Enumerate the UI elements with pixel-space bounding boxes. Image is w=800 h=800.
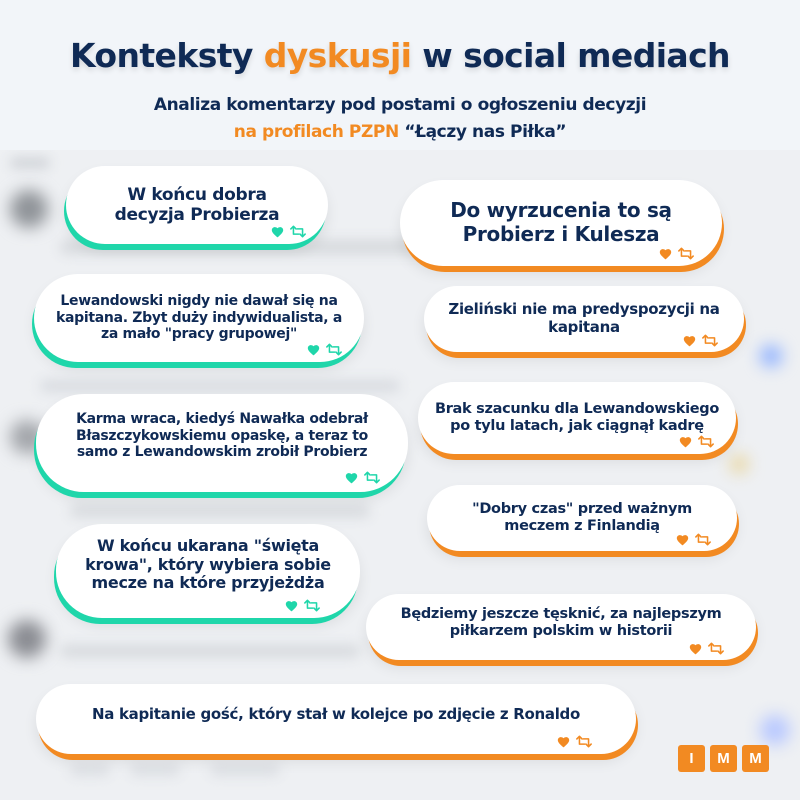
subtitle-line1: Analiza komentarzy pod postami o ogłoszeniu decyzji xyxy=(153,95,647,115)
heart-icon[interactable] xyxy=(689,643,702,655)
heart-icon[interactable] xyxy=(307,344,320,356)
title-part1: Konteksty xyxy=(70,36,264,75)
comment-card-negative xyxy=(36,684,636,754)
logo-letter: M xyxy=(710,745,737,772)
logo-letter: I xyxy=(678,745,705,772)
retweet-icon[interactable] xyxy=(364,471,380,484)
comment-card-negative xyxy=(424,286,744,352)
comment-card-positive xyxy=(34,274,364,362)
comment-text: Karma wraca, kiedyś Nawałka odebrał Błaszczykowskiemu opaskę, a teraz to samo z Lewandowskim zrobił Probierz xyxy=(75,411,369,461)
heart-icon[interactable] xyxy=(683,335,696,347)
comment-text: Do wyrzucenia to są Probierz i Kulesza xyxy=(450,198,672,246)
logo-letter: M xyxy=(742,745,769,772)
heart-icon[interactable] xyxy=(659,248,672,260)
retweet-icon[interactable] xyxy=(576,735,592,748)
heart-icon[interactable] xyxy=(557,736,570,748)
comment-text: Na kapitanie gość, który stał w kolejce po zdjęcie z Ronaldo xyxy=(92,705,580,724)
comment-text: Zieliński nie ma predyspozycji na kapitana xyxy=(448,300,720,336)
comment-card-positive xyxy=(66,166,328,244)
page-subtitle xyxy=(0,92,800,146)
heart-icon[interactable] xyxy=(679,436,692,448)
title-accent: dyskusji xyxy=(263,36,412,75)
retweet-icon[interactable] xyxy=(708,642,724,655)
subtitle-rest: “Łączy nas Piłka” xyxy=(398,122,567,142)
comment-card-positive xyxy=(36,394,408,492)
comment-text: Brak szacunku dla Lewandowskiego po tylu latach, jak ciągnął kadrę xyxy=(434,400,720,434)
page-title xyxy=(0,36,800,75)
subtitle-accent: na profilach PZPN xyxy=(233,122,399,142)
comment-card-negative xyxy=(418,382,736,454)
imm-logo xyxy=(678,745,769,772)
heart-icon[interactable] xyxy=(345,472,358,484)
comment-text: W końcu ukarana "święta krowa", który wybiera sobie mecze na które przyjeżdża xyxy=(85,535,331,593)
comment-card-negative xyxy=(400,180,722,266)
retweet-icon[interactable] xyxy=(695,533,711,546)
retweet-icon[interactable] xyxy=(698,435,714,448)
comment-text: W końcu dobra decyzja Probierza xyxy=(114,184,280,225)
header xyxy=(0,0,800,150)
retweet-icon[interactable] xyxy=(702,334,718,347)
retweet-icon[interactable] xyxy=(290,225,306,238)
heart-icon[interactable] xyxy=(285,600,298,612)
comment-text: "Dobry czas" przed ważnym meczem z Finlandią xyxy=(472,500,692,534)
comment-card-negative xyxy=(366,594,756,660)
comment-card-positive xyxy=(56,524,360,618)
heart-icon[interactable] xyxy=(271,226,284,238)
retweet-icon[interactable] xyxy=(326,343,342,356)
retweet-icon[interactable] xyxy=(304,599,320,612)
title-part2: w social mediach xyxy=(411,36,730,75)
comment-text: Będziemy jeszcze tęsknić, za najlepszym piłkarzem polskim w historii xyxy=(400,605,722,639)
comment-text: Lewandowski nigdy nie dawał się na kapitana. Zbyt duży indywidualista, a za mało "pracy grupowej" xyxy=(55,293,343,343)
subtitle-line2 xyxy=(0,119,800,146)
heart-icon[interactable] xyxy=(676,534,689,546)
comment-card-negative xyxy=(427,485,737,551)
retweet-icon[interactable] xyxy=(678,247,694,260)
